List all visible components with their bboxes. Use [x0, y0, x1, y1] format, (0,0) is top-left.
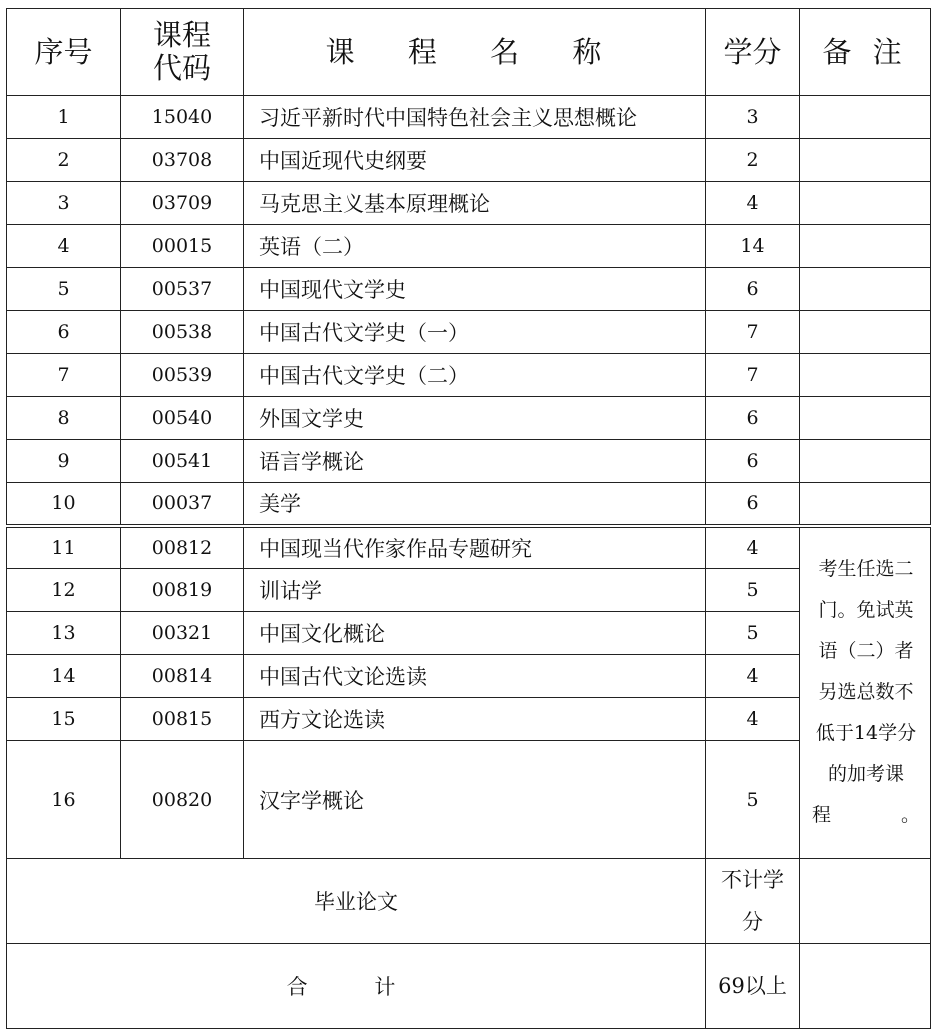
cell-credit: 6	[706, 440, 800, 483]
header-seq: 序号	[7, 9, 121, 96]
table-row	[7, 139, 931, 182]
total-credit: 69以上	[706, 944, 800, 1029]
cell-credit: 5	[706, 569, 800, 612]
elective-note: 考生任选二门。免试英语（二）者另选总数不低于14学分的加考课程。	[800, 526, 931, 859]
course-table	[6, 8, 931, 1029]
header-row	[7, 9, 931, 96]
cell-code: 15040	[121, 96, 244, 139]
cell-seq: 16	[7, 741, 121, 859]
cell-name: 马克思主义基本原理概论	[244, 182, 706, 225]
cell-code: 00814	[121, 655, 244, 698]
cell-seq: 6	[7, 311, 121, 354]
cell-code: 00015	[121, 225, 244, 268]
table-row	[7, 612, 931, 655]
cell-seq: 1	[7, 96, 121, 139]
cell-seq: 3	[7, 182, 121, 225]
cell-name: 中国近现代史纲要	[244, 139, 706, 182]
cell-credit: 5	[706, 612, 800, 655]
cell-name: 中国古代文论选读	[244, 655, 706, 698]
cell-credit: 14	[706, 225, 800, 268]
cell-name: 中国现代文学史	[244, 268, 706, 311]
table-row	[7, 655, 931, 698]
header-note: 备 注	[800, 9, 931, 96]
cell-code: 00537	[121, 268, 244, 311]
table-row	[7, 182, 931, 225]
header-code	[121, 9, 244, 96]
table-row	[7, 569, 931, 612]
cell-seq: 15	[7, 698, 121, 741]
cell-code: 00819	[121, 569, 244, 612]
thesis-credit: 不计学分	[706, 859, 800, 944]
cell-credit: 2	[706, 139, 800, 182]
cell-name: 中国古代文学史（一）	[244, 311, 706, 354]
cell-code: 00541	[121, 440, 244, 483]
table-row	[7, 397, 931, 440]
cell-name: 美学	[244, 483, 706, 526]
cell-code: 00815	[121, 698, 244, 741]
cell-name: 语言学概论	[244, 440, 706, 483]
cell-note	[800, 96, 931, 139]
cell-name: 英语（二）	[244, 225, 706, 268]
header-name: 课 程 名 称	[244, 9, 706, 96]
cell-credit: 7	[706, 311, 800, 354]
cell-code: 00812	[121, 526, 244, 569]
cell-name: 习近平新时代中国特色社会主义思想概论	[244, 96, 706, 139]
cell-credit: 6	[706, 397, 800, 440]
cell-name: 汉字学概论	[244, 741, 706, 859]
cell-code: 00539	[121, 354, 244, 397]
table-row	[7, 440, 931, 483]
table-row	[7, 268, 931, 311]
header-credit: 学分	[706, 9, 800, 96]
table-row	[7, 96, 931, 139]
cell-seq: 14	[7, 655, 121, 698]
cell-note	[800, 354, 931, 397]
cell-name: 中国古代文学史（二）	[244, 354, 706, 397]
cell-credit: 4	[706, 698, 800, 741]
thesis-note	[800, 859, 931, 944]
table-row	[7, 698, 931, 741]
cell-name: 中国文化概论	[244, 612, 706, 655]
cell-seq: 5	[7, 268, 121, 311]
cell-seq: 10	[7, 483, 121, 526]
cell-name: 外国文学史	[244, 397, 706, 440]
total-note	[800, 944, 931, 1029]
cell-name: 训诂学	[244, 569, 706, 612]
cell-credit: 4	[706, 655, 800, 698]
table-row	[7, 354, 931, 397]
cell-seq: 2	[7, 139, 121, 182]
cell-code: 00820	[121, 741, 244, 859]
header-code-text: 课程代码	[152, 18, 211, 85]
cell-note	[800, 483, 931, 526]
cell-code: 00321	[121, 612, 244, 655]
cell-credit: 6	[706, 268, 800, 311]
thesis-label: 毕业论文	[7, 859, 706, 944]
table-row	[7, 741, 931, 859]
cell-code: 00540	[121, 397, 244, 440]
cell-credit: 4	[706, 526, 800, 569]
cell-seq: 4	[7, 225, 121, 268]
cell-seq: 9	[7, 440, 121, 483]
cell-seq: 8	[7, 397, 121, 440]
cell-credit: 6	[706, 483, 800, 526]
cell-code: 00037	[121, 483, 244, 526]
cell-code: 00538	[121, 311, 244, 354]
cell-seq: 12	[7, 569, 121, 612]
cell-seq: 13	[7, 612, 121, 655]
cell-seq: 11	[7, 526, 121, 569]
cell-seq: 7	[7, 354, 121, 397]
cell-note	[800, 397, 931, 440]
cell-note	[800, 139, 931, 182]
cell-note	[800, 268, 931, 311]
cell-credit: 5	[706, 741, 800, 859]
cell-credit: 3	[706, 96, 800, 139]
thesis-row	[7, 859, 931, 944]
cell-note	[800, 182, 931, 225]
cell-name: 西方文论选读	[244, 698, 706, 741]
cell-note	[800, 311, 931, 354]
cell-note	[800, 225, 931, 268]
cell-code: 03708	[121, 139, 244, 182]
total-label: 合 计	[7, 944, 706, 1029]
total-row	[7, 944, 931, 1029]
table-row	[7, 225, 931, 268]
table-row	[7, 526, 931, 569]
cell-credit: 4	[706, 182, 800, 225]
cell-name: 中国现当代作家作品专题研究	[244, 526, 706, 569]
cell-note	[800, 440, 931, 483]
table-row	[7, 311, 931, 354]
cell-code: 03709	[121, 182, 244, 225]
table-row	[7, 483, 931, 526]
cell-credit: 7	[706, 354, 800, 397]
